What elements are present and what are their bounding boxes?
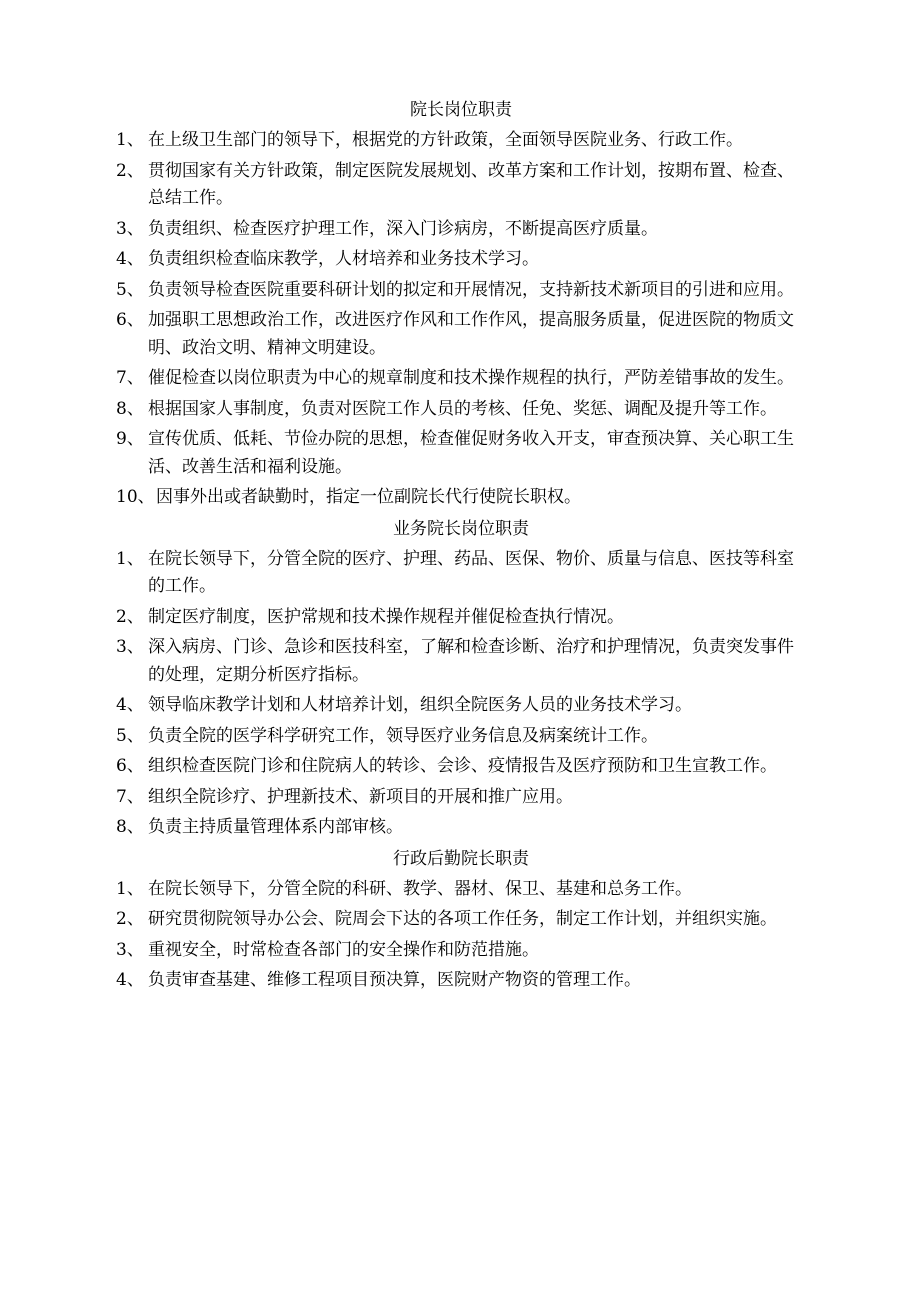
item-text: 在上级卫生部门的领导下，根据党的方针政策，全面领导医院业务、行政工作。 — [148, 130, 743, 150]
list-item — [116, 546, 806, 601]
item-text: 催促检查以岗位职责为中心的规章制度和技术操作规程的执行，严防差错事故的发生。 — [148, 368, 794, 388]
item-number: 3、 — [116, 218, 144, 239]
item-number: 8、 — [116, 817, 144, 837]
item-text: 负责主持质量管理体系内部审核。 — [148, 817, 403, 837]
item-text: 加强职工思想政治工作，改进医疗作风和工作作风，提高服务质量，促进医院的物质文明、政治文明、精神文明建设。 — [148, 310, 794, 358]
item-number: 1、 — [116, 130, 144, 150]
item-number: 2、 — [116, 606, 144, 627]
item-text: 负责组织检查临床教学，人材培养和业务技术学习。 — [148, 249, 539, 269]
list-item — [116, 158, 806, 213]
list-item — [116, 216, 806, 244]
item-text: 重视安全，时常检查各部门的安全操作和防范措施。 — [148, 939, 539, 960]
document-content — [116, 96, 806, 998]
item-number: 5、 — [116, 725, 144, 746]
list-item — [116, 277, 806, 305]
item-number: 9、 — [116, 429, 144, 449]
item-text: 负责全院的医学科学研究工作，领导医疗业务信息及病案统计工作。 — [148, 725, 658, 746]
item-number: 2、 — [116, 909, 144, 929]
item-number: 1、 — [116, 878, 144, 899]
item-text: 研究贯彻院领导办公会、院周会下达的各项工作任务，制定工作计划，并组织实施。 — [148, 909, 777, 929]
list-item — [116, 365, 806, 393]
item-number: 4、 — [116, 249, 144, 269]
item-number: 4、 — [116, 970, 144, 990]
item-text: 组织全院诊疗、护理新技术、新项目的开展和推广应用。 — [148, 786, 573, 807]
item-text: 负责审查基建、维修工程项目预决算，医院财产物资的管理工作。 — [148, 970, 641, 990]
list-item — [116, 753, 806, 781]
item-text: 根据国家人事制度，负责对医院工作人员的考核、任免、奖惩、调配及提升等工作。 — [148, 398, 777, 419]
item-text: 领导临床教学计划和人材培养计划，组织全院医务人员的业务技术学习。 — [148, 695, 692, 715]
item-number: 2、 — [116, 160, 144, 181]
item-number: 3、 — [116, 939, 144, 960]
item-text: 组织检查医院门诊和住院病人的转诊、会诊、疫情报告及医疗预防和卫生宣教工作。 — [148, 756, 777, 776]
item-text: 负责领导检查医院重要科研计划的拟定和开展情况，支持新技术新项目的引进和应用。 — [148, 279, 794, 300]
item-number: 4、 — [116, 695, 144, 715]
item-number: 7、 — [116, 786, 144, 807]
item-text: 制定医疗制度，医护常规和技术操作规程并催促检查执行情况。 — [148, 606, 624, 627]
list-item — [116, 876, 806, 904]
list-item — [116, 723, 806, 751]
item-number: 6、 — [116, 756, 144, 776]
section-title-admin-vice-director: 行政后勤院长职责 — [393, 848, 529, 869]
list-item — [116, 784, 806, 812]
list-item — [116, 484, 806, 512]
list-item — [116, 426, 806, 481]
section-title-director: 院长岗位职责 — [410, 100, 512, 120]
item-number: 5、 — [116, 279, 144, 300]
item-number: 8、 — [116, 398, 144, 419]
item-text: 贯彻国家有关方针政策，制定医院发展规划、改革方案和工作计划，按期布置、检查、总结工作。 — [148, 160, 794, 208]
section-title-medical-vice-director: 业务院长岗位职责 — [393, 518, 529, 539]
item-number: 6、 — [116, 310, 144, 330]
list-item — [116, 937, 806, 965]
item-number: 3、 — [116, 637, 144, 657]
list-item — [116, 246, 806, 274]
item-number: 10、 — [116, 487, 155, 507]
list-item — [116, 967, 806, 995]
item-text: 在院长领导下，分管全院的科研、教学、器材、保卫、基建和总务工作。 — [148, 878, 692, 899]
item-number: 7、 — [116, 368, 144, 388]
list-item — [116, 396, 806, 424]
list-item — [116, 604, 806, 632]
item-text: 负责组织、检查医疗护理工作，深入门诊病房，不断提高医疗质量。 — [148, 218, 658, 239]
list-item — [116, 307, 806, 362]
item-text: 深入病房、门诊、急诊和医技科室，了解和检查诊断、治疗和护理情况，负责突发事件的处理，定期分析医疗指标。 — [148, 637, 794, 685]
item-text: 在院长领导下，分管全院的医疗、护理、药品、医保、物价、质量与信息、医技等科室的工作。 — [148, 548, 794, 596]
item-text: 因事外出或者缺勤时，指定一位副院长代行使院长职权。 — [156, 487, 581, 507]
list-item — [116, 692, 806, 720]
list-item — [116, 127, 806, 155]
list-item — [116, 814, 806, 842]
item-text: 宣传优质、低耗、节俭办院的思想，检查催促财务收入开支，审查预决算、关心职工生活、改善生活和福利设施。 — [148, 429, 794, 477]
list-item — [116, 906, 806, 934]
list-item — [116, 634, 806, 689]
item-number: 1、 — [116, 548, 144, 569]
